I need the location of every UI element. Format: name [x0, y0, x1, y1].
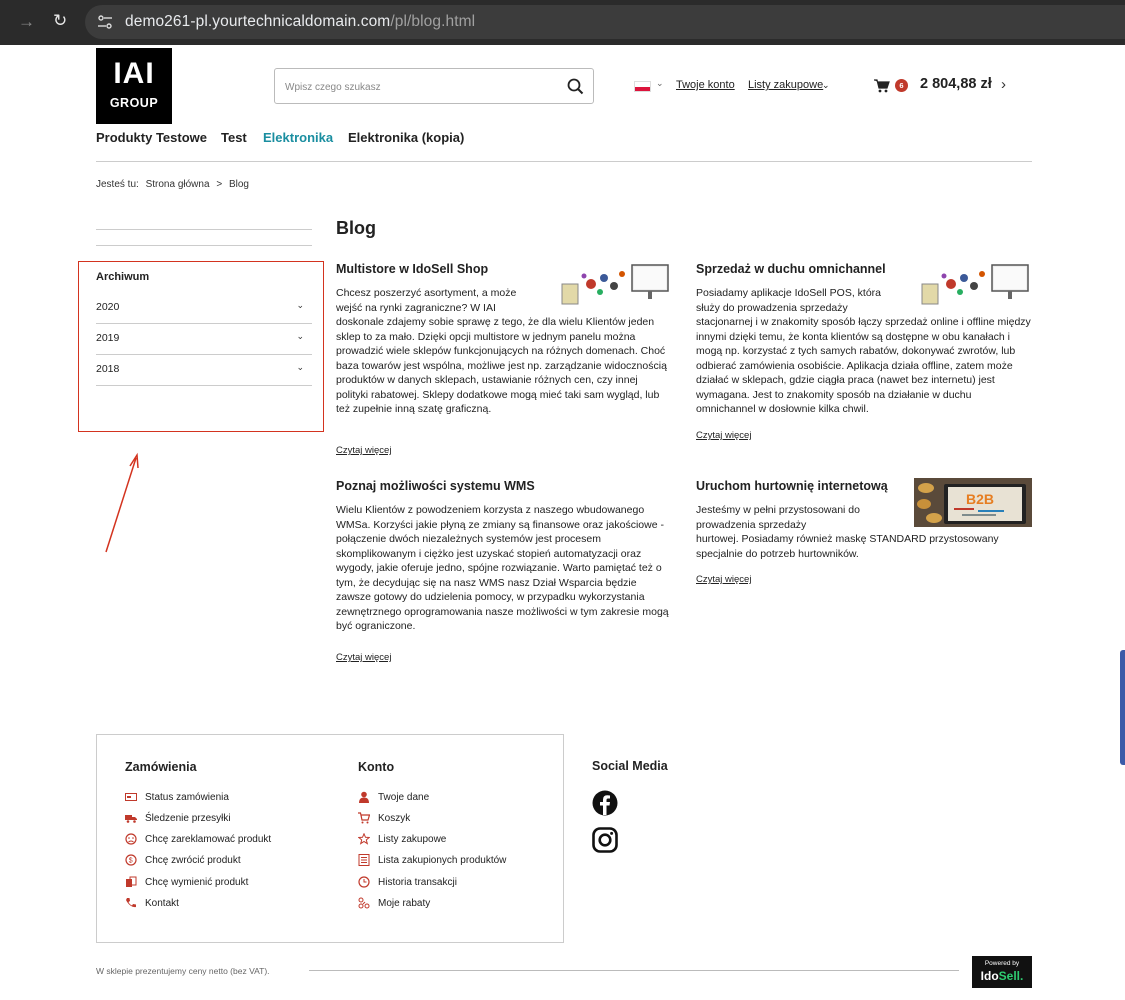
discount-icon [358, 897, 370, 909]
blog-post [696, 262, 1032, 447]
post-excerpt: Chcesz poszerzyć asortyment, a może wejść na rynki zagraniczne? W IAI [336, 287, 517, 314]
archive-year-2020[interactable] [96, 293, 312, 324]
footer-link-label: Koszyk [378, 813, 411, 824]
sidebar-divider [96, 245, 312, 246]
blog-post [336, 262, 672, 462]
return-money-icon [125, 854, 137, 866]
chevron-right-icon[interactable]: › [1001, 76, 1006, 93]
chevron-down-icon[interactable]: ⌄ [296, 362, 304, 372]
url-path: /pl/blog.html [390, 13, 476, 30]
breadcrumb [96, 179, 253, 190]
post-title[interactable]: Poznaj możliwości systemu WMS [336, 479, 535, 493]
footer-link-label: Historia transakcji [378, 877, 457, 888]
read-more-link[interactable]: Czytaj więcej [696, 574, 752, 585]
post-title[interactable]: Sprzedaż w duchu omnichannel [696, 262, 886, 276]
year-label: 2020 [96, 301, 120, 313]
breadcrumb-separator: > [216, 179, 223, 190]
page-title: Blog [336, 218, 376, 238]
idosell-logo [972, 969, 1032, 983]
footer-link-label: Twoje dane [378, 792, 430, 803]
svg-text:B2B: B2B [966, 491, 995, 507]
cart-icon[interactable] [874, 79, 890, 93]
post-thumbnail[interactable] [916, 262, 1032, 312]
footer-link-label: Kontakt [145, 898, 179, 909]
post-title[interactable]: Multistore w IdoSell Shop [336, 262, 489, 276]
instagram-icon[interactable] [592, 827, 618, 853]
polish-flag-icon[interactable] [634, 81, 651, 92]
powered-by-badge[interactable] [972, 956, 1032, 988]
read-more-link[interactable]: Czytaj więcej [336, 445, 392, 456]
blog-post [696, 479, 1032, 589]
footer-link-label: Listy zakupowe [378, 834, 447, 845]
archive-year-2019[interactable] [96, 324, 312, 355]
search-input[interactable] [285, 77, 555, 97]
social-title: Social Media [592, 759, 668, 773]
vat-note: W sklepie prezentujemy ceny netto (bez VAT). [96, 966, 270, 976]
store-logo[interactable] [96, 48, 172, 124]
browser-toolbar [0, 0, 1125, 45]
menu-item-produkty-testowe[interactable]: Produkty Testowe [96, 130, 208, 145]
truck-icon [125, 812, 137, 824]
cart-total[interactable]: 2 804,88 zł [920, 76, 992, 92]
footer-link-label: Status zamówienia [145, 792, 229, 803]
orders-title: Zamówienia [125, 760, 197, 774]
star-icon [358, 833, 370, 845]
sidebar-divider [96, 229, 312, 230]
svg-text:$: $ [128, 857, 133, 865]
breadcrumb-current: Blog [228, 179, 249, 190]
read-more-link[interactable]: Czytaj więcej [336, 652, 392, 663]
year-label: 2019 [96, 332, 120, 344]
chevron-down-icon[interactable]: ⌄ [822, 80, 830, 90]
footer-link-label: Chcę zareklamować produkt [145, 834, 272, 845]
chevron-down-icon[interactable]: ⌄ [296, 300, 304, 310]
post-thumbnail[interactable] [556, 262, 672, 312]
footer-link-label: Śledzenie przesyłki [145, 813, 231, 824]
site-settings-icon[interactable] [97, 15, 113, 29]
footer-divider [309, 970, 959, 971]
post-excerpt: Posiadamy aplikacje IdoSell POS, która służy do prowadzenia sprzedaży [696, 287, 882, 314]
footer-link-label: Chcę wymienić produkt [145, 877, 249, 888]
logo-line2: GROUP [109, 96, 159, 110]
footer-link-label: Chcę zwrócić produkt [145, 855, 241, 866]
cart-count-badge: 6 [895, 79, 908, 92]
post-excerpt-continued: stacjonarnej i w znakomity sposób łączy sprzedaż online i offline między innymi dzięki temu, że konta klientów są dostępne w obu kanałach i mogą np. korzystać z tych samych rabatów, dokonywać zwrotów, lub odbierać zamówienia osobiście. Aplikacja działa offline, zatem może działać w sklepach, gdzie ciągła praca (nawet bez internetu) jest wymagana. Jest to znakomity sposób na działanie w duchu omnichannel w dosłownie kilka chwil. [696, 316, 1031, 415]
post-title[interactable]: Uruchom hurtownię internetową [696, 479, 888, 493]
year-label: 2018 [96, 363, 120, 375]
archive-year-2018[interactable] [96, 355, 312, 386]
account-link[interactable]: Twoje konto [676, 79, 735, 91]
menu-item-elektronika-kopia[interactable]: Elektronika (kopia) [348, 130, 465, 145]
breadcrumb-home-link[interactable]: Strona główna [145, 179, 210, 190]
reload-icon[interactable]: ↻ [53, 11, 68, 30]
brand-part-b: Sell. [998, 969, 1024, 983]
read-more-link[interactable]: Czytaj więcej [696, 430, 752, 441]
breadcrumb-prefix: Jesteś tu: [96, 179, 139, 190]
menu-item-elektronika[interactable]: Elektronika [263, 130, 334, 145]
exchange-icon [125, 876, 137, 888]
footer-link-label: Moje rabaty [378, 898, 431, 909]
url-text [125, 13, 475, 31]
card-icon [125, 791, 137, 803]
sad-face-icon [125, 833, 137, 845]
annotation-arrow [100, 452, 145, 556]
post-excerpt-continued: doskonale zdajemy sobie sprawę z tego, że dla wielu Klientów jeden sklep to za mało. Dzięki opcji multistore w jednym panelu można prowadzić wiele sklepów funkcjonujących na różnych domenach. Choć baza towarów jest wspólna, możliwe jest np. zarządzanie widocznością produktów w danych sklepach, ustawianie różnych cen, czy innej polityki rabatowej. Sklepy dodatkowe mogą mieć taki sam wygląd, lub też zupełnie inną szatę graficzną. [336, 316, 667, 415]
menu-item-test[interactable]: Test [221, 130, 247, 145]
post-thumbnail[interactable] [914, 478, 1032, 527]
user-icon [358, 791, 370, 803]
phone-icon [125, 897, 137, 909]
forward-icon[interactable]: → [18, 12, 35, 31]
facebook-icon[interactable] [592, 790, 618, 816]
shopping-lists-link[interactable]: Listy zakupowe [748, 79, 824, 91]
footer-link-label: Lista zakupionych produktów [378, 855, 507, 866]
address-bar[interactable] [85, 5, 1125, 39]
post-excerpt: Jesteśmy w pełni przystosowani do prowadzenia sprzedaży [696, 504, 860, 531]
cart-icon [358, 812, 370, 824]
menu-divider [96, 161, 1032, 162]
post-excerpt: Wielu Klientów z powodzeniem korzysta z naszego wbudowanego WMSa. Korzyści jakie płyną ze zmiany są finansowe oraz jakościowe - połączenie dwóch niezależnych systemów jest procesem skomplikowanym i ciężko jest uzyskać stopień automatyzacji oraz wygody, jakie oferuje jedno, spójne rozwiązanie. Warto pamiętać też o tym, że decydując się na nasz WMS nasz Dział Wsparcia będzie zawsze gotowy do udzielenia pomocy, w przypadku wykorzystania zewnętrznego oprogramowania nasze możliwości w tym zakresie mogą być ograniczone. [336, 504, 669, 632]
clock-icon [358, 876, 370, 888]
list-icon [358, 854, 370, 866]
blog-post [336, 479, 672, 669]
logo-line1: IAI [113, 57, 155, 90]
post-excerpt-continued: hurtowej. Posiadamy również maskę STANDARD przystosowany specjalnie do potrzeb hurtowników. [696, 533, 999, 560]
search-icon[interactable] [567, 78, 584, 95]
chevron-down-icon[interactable]: ⌄ [656, 78, 664, 88]
search-box [274, 68, 594, 104]
url-host: demo261-pl.yourtechnicaldomain.com [125, 13, 391, 30]
side-widget-tab[interactable] [1120, 650, 1125, 765]
archive-title: Archiwum [96, 271, 150, 283]
powered-by-label: Powered by [984, 960, 1020, 967]
chevron-down-icon[interactable]: ⌄ [296, 331, 304, 341]
account-title: Konto [358, 760, 395, 774]
brand-part-a: Ido [980, 969, 999, 983]
